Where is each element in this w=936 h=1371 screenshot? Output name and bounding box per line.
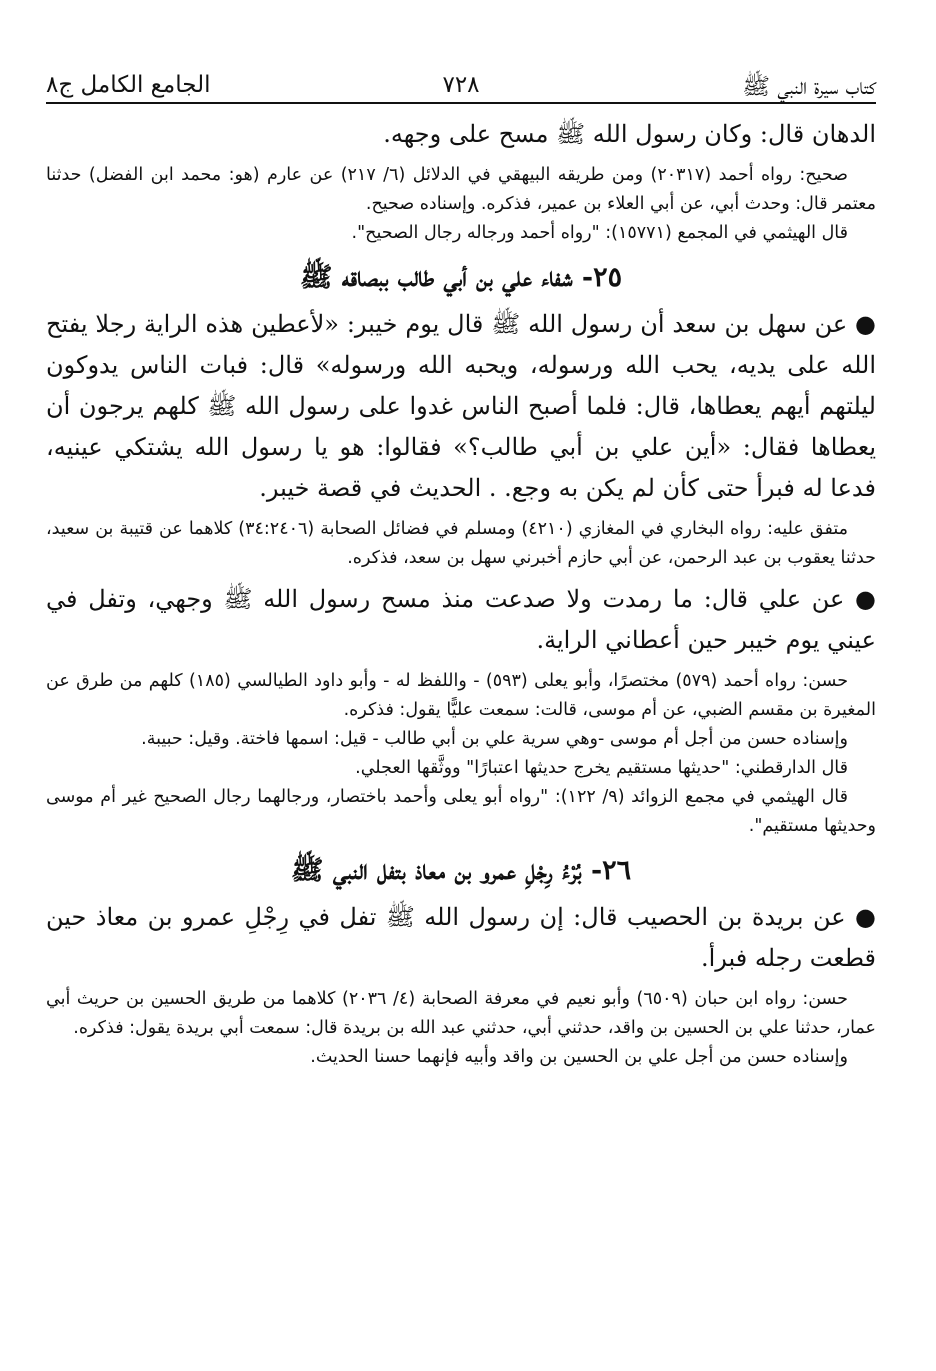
hadith-text: ● عن علي قال: ما رمدت ولا صدعت منذ مسح رسول الله ﷺ وجهي، وتفل في عيني يوم خيبر حين أعطاني الراية. [46, 585, 876, 654]
haythami-note: قال الهيثمي في المجمع (١٥٧٧١): "رواه أحمد ورجاله رجال الصحيح". [351, 223, 848, 243]
hadith-text: ● عن بريدة بن الحصيب قال: إن رسول الله ﷺ تفل في رِجْلِ عمرو بن معاذ حين قطعت رجله فبرأ. [46, 903, 876, 972]
daraqutni-note: قال الدارقطني: "حديثها مستقيم يخرج حديثها اعتبارًا" ووثَّقها العجلي. [355, 758, 848, 778]
haythami-note: قال الهيثمي في مجمع الزوائد (٩/ ١٢٢): "رواه أبو يعلى وأحمد باختصار، ورجالهما رجال الصحيح غير أم موسى وحديثها مستقيم". [46, 787, 876, 836]
hadith-text-continued: الدهان قال: وكان رسول الله ﷺ مسح على وجهه. [383, 120, 876, 148]
page [46, 62, 876, 1072]
takhrij-note: حسن: رواه ابن حبان (٦٥٠٩) وأبو نعيم في معرفة الصحابة (٤/ ٢٠٣٦) كلاهما من طريق الحسين بن حريث أبي عمار، حدثنا علي بن الحسين بن واقد، حدثني أبي، حدثني عبد الله بن بريدة قال: سمعت أبي بريدة يقول: فذكره. [46, 989, 876, 1038]
isnad-note: وإسناده حسن من أجل أم موسى -وهي سرية علي بن أبي طالب - قيل: اسمها فاختة. وقيل: حبيبة. [141, 729, 848, 749]
book-title: كتاب سيرة النبي ﷺ [742, 74, 876, 100]
running-header [46, 62, 876, 104]
takhrij-note: حسن: رواه أحمد (٥٧٩) مختصرًا، وأبو يعلى (٥٩٣) - واللفظ له - وأبو داود الطيالسي (١٨٥) كلهم من طرق عن المغيرة بن مقسم الضبي، عن أم موسى، قالت: سمعت عليًّا يقول: فذكره. [46, 671, 876, 720]
page-number: ٧٢٨ [442, 72, 480, 98]
section-heading-26: ٢٦- بُرْءُ رِجْلِ عمرو بن معاذ بتفل النبي ﷺ [290, 855, 632, 886]
isnad-note: وإسناده حسن من أجل علي بن الحسين بن واقد وأبيه فإنهما حسنا الحديث. [310, 1047, 848, 1067]
section-heading-25: ٢٥- شفاء علي بن أبي طالب ببصاقه ﷺ [299, 262, 623, 293]
volume-label: الجامع الكامل ج٨ [46, 72, 211, 98]
takhrij-note: متفق عليه: رواه البخاري في المغازي (٤٢١٠) ومسلم في فضائل الصحابة (٣٤:٢٤٠٦) كلاهما عن قتيبة بن سعيد، حدثنا يعقوب بن عبد الرحمن، عن أبي حازم أخبرني سهل بن سعد، فذكره. [46, 519, 876, 568]
hadith-text: ● عن سهل بن سعد أن رسول الله ﷺ قال يوم خيبر: «لأعطين هذه الراية رجلا يفتح الله على يديه، يحب الله ورسوله، ويحبه الله ورسوله» قال: فبات الناس يدوكون ليلتهم أيهم يعطاها، قال: فلما أصبح الناس غدوا على رسول الله ﷺ كلهم يرجون أن يعطاها فقال: «أين علي بن أبي طالب؟» فقالوا: هو يا رسول الله يشتكي عينيه، فدعا له فبرأ حتى كأن لم يكن به وجع. . الحديث في قصة خيبر. [46, 310, 877, 502]
takhrij-note: صحيح: رواه أحمد (٢٠٣١٧) ومن طريقه البيهقي في الدلائل (٦/ ٢١٧) عن عارم (هو: محمد ابن الفضل) حدثنا معتمر قال: وحدث أبي، عن أبي العلاء بن عمير، فذكره. وإسناده صحيح. [46, 165, 876, 214]
